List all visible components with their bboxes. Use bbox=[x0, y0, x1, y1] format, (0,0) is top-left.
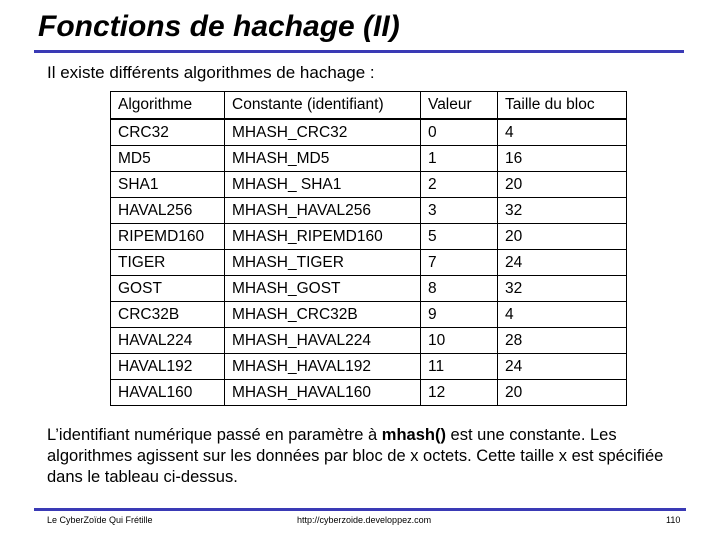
title-divider bbox=[34, 50, 684, 53]
cell-taille-bloc: 32 bbox=[498, 198, 627, 224]
cell-constante: MHASH_CRC32 bbox=[225, 119, 421, 146]
cell-taille-bloc: 16 bbox=[498, 146, 627, 172]
cell-taille-bloc: 24 bbox=[498, 250, 627, 276]
cell-constante: MHASH_HAVAL192 bbox=[225, 354, 421, 380]
table-row bbox=[111, 198, 627, 224]
cell-constante: MHASH_TIGER bbox=[225, 250, 421, 276]
cell-valeur: 12 bbox=[421, 380, 498, 406]
slide-title: Fonctions de hachage (II) bbox=[38, 10, 400, 43]
note-text-end: est une constante. Les algorithmes agissent sur les données par bloc de x octets. Cette taille x est spécifiée dans le tableau ci-dessus. bbox=[47, 426, 664, 486]
table-row bbox=[111, 224, 627, 250]
cell-taille-bloc: 32 bbox=[498, 276, 627, 302]
cell-valeur: 1 bbox=[421, 146, 498, 172]
table-row bbox=[111, 250, 627, 276]
cell-valeur: 8 bbox=[421, 276, 498, 302]
footer-url: http://cyberzoide.developpez.com bbox=[297, 515, 432, 525]
cell-valeur: 2 bbox=[421, 172, 498, 198]
table-row bbox=[111, 146, 627, 172]
cell-constante: MHASH_HAVAL160 bbox=[225, 380, 421, 406]
cell-constante: MHASH_HAVAL224 bbox=[225, 328, 421, 354]
hash-algorithms-table bbox=[110, 91, 627, 406]
cell-algorithme: TIGER bbox=[111, 250, 225, 276]
table-row bbox=[111, 172, 627, 198]
header-constante: Constante (identifiant) bbox=[225, 92, 421, 120]
cell-taille-bloc: 20 bbox=[498, 224, 627, 250]
cell-algorithme: CRC32 bbox=[111, 119, 225, 146]
page-number: 110 bbox=[666, 515, 681, 525]
cell-algorithme: HAVAL224 bbox=[111, 328, 225, 354]
note-text-start: L’identifiant numérique passé en paramètre à bbox=[47, 426, 382, 444]
cell-constante: MHASH_RIPEMD160 bbox=[225, 224, 421, 250]
table-row bbox=[111, 354, 627, 380]
cell-valeur: 11 bbox=[421, 354, 498, 380]
cell-constante: MHASH_ SHA1 bbox=[225, 172, 421, 198]
cell-algorithme: SHA1 bbox=[111, 172, 225, 198]
cell-constante: MHASH_MD5 bbox=[225, 146, 421, 172]
cell-algorithme: CRC32B bbox=[111, 302, 225, 328]
cell-algorithme: HAVAL160 bbox=[111, 380, 225, 406]
header-algorithme: Algorithme bbox=[111, 92, 225, 120]
cell-taille-bloc: 20 bbox=[498, 380, 627, 406]
cell-constante: MHASH_CRC32B bbox=[225, 302, 421, 328]
cell-algorithme: RIPEMD160 bbox=[111, 224, 225, 250]
cell-constante: MHASH_HAVAL256 bbox=[225, 198, 421, 224]
cell-taille-bloc: 4 bbox=[498, 119, 627, 146]
cell-constante: MHASH_GOST bbox=[225, 276, 421, 302]
cell-valeur: 10 bbox=[421, 328, 498, 354]
table-header-row bbox=[111, 92, 627, 120]
cell-taille-bloc: 24 bbox=[498, 354, 627, 380]
cell-valeur: 5 bbox=[421, 224, 498, 250]
cell-valeur: 7 bbox=[421, 250, 498, 276]
table-row bbox=[111, 302, 627, 328]
cell-algorithme: HAVAL192 bbox=[111, 354, 225, 380]
intro-text: Il existe différents algorithmes de hachage : bbox=[47, 63, 375, 82]
cell-algorithme: HAVAL256 bbox=[111, 198, 225, 224]
table-row bbox=[111, 276, 627, 302]
mhash-function-name: mhash() bbox=[381, 426, 446, 444]
table-row bbox=[111, 119, 627, 146]
cell-valeur: 0 bbox=[421, 119, 498, 146]
cell-valeur: 3 bbox=[421, 198, 498, 224]
footer-author: Le CyberZoïde Qui Frétille bbox=[47, 515, 153, 525]
table-row bbox=[111, 380, 627, 406]
cell-valeur: 9 bbox=[421, 302, 498, 328]
cell-taille-bloc: 28 bbox=[498, 328, 627, 354]
table-row bbox=[111, 328, 627, 354]
explanation-paragraph bbox=[47, 425, 687, 488]
header-taille-bloc: Taille du bloc bbox=[498, 92, 627, 120]
cell-taille-bloc: 20 bbox=[498, 172, 627, 198]
cell-taille-bloc: 4 bbox=[498, 302, 627, 328]
header-valeur: Valeur bbox=[421, 92, 498, 120]
footer-divider bbox=[34, 508, 686, 511]
cell-algorithme: GOST bbox=[111, 276, 225, 302]
cell-algorithme: MD5 bbox=[111, 146, 225, 172]
